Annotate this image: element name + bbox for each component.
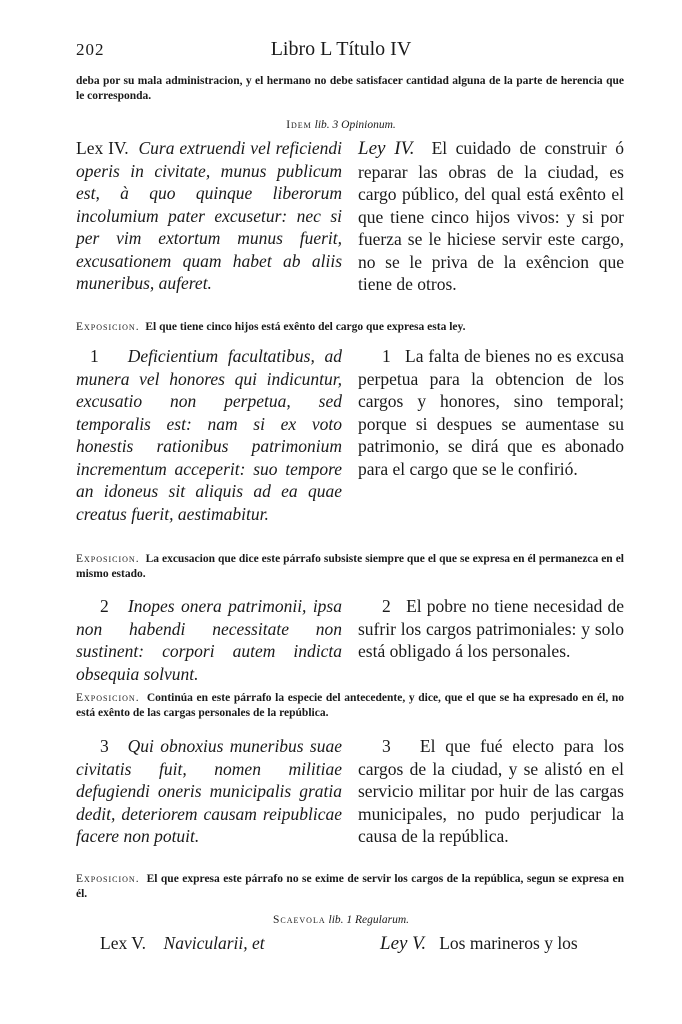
latin-paragraph-2 — [76, 595, 342, 685]
latin-lead: Lex V. — [100, 933, 147, 953]
spanish-text: El pobre no tiene necesidad de sufrir los cargos patrimoniales: y solo está obligado á los personales. — [358, 596, 624, 661]
page-title: Libro L Título IV — [270, 38, 412, 60]
spanish-lead: Ley IV. — [358, 138, 415, 159]
spanish-lead: Ley V. — [380, 933, 427, 954]
latin-column-lex-5 — [100, 932, 342, 955]
latin-text: Deficientium facultatibus, ad munera vel honores qui indicuntur, excusatio non perpetua, sed temporalis est: nam si ex voto honestis rationibus patrimonium incrementum acceperit: suo tempore an idoneus sit aliquis ad ea quae creatus fuerit, aestimabitur. — [76, 346, 343, 524]
latin-paragraph-1 — [76, 345, 342, 525]
source-ref: lib. 3 Opinionum. — [314, 119, 396, 131]
latin-text: Qui obnoxius muneribus suae civitatis fuit, nomen militiae defugiendi oneris municipalis gratia dedit, deteriorem causam reipublicae facere non potuit. — [76, 736, 342, 846]
paragraph-number: 3 — [382, 736, 391, 756]
exposicion-note — [76, 552, 624, 582]
latin-text: Navicularii, et — [163, 933, 265, 953]
intro-note: deba por su mala administracion, y el hermano no debe satisfacer cantidad alguna de la parte de herencia que le corresponda. — [76, 75, 624, 102]
spanish-text: Los marineros y los — [439, 933, 578, 953]
paragraph-number: 2 — [100, 596, 109, 616]
source-author: Idem — [286, 119, 312, 131]
paragraph-number: 3 — [100, 736, 109, 756]
source-author: Scaevola — [273, 914, 326, 926]
exposicion-note — [76, 872, 624, 902]
exposicion-label: Exposicion. — [76, 553, 140, 565]
source-ref: lib. 1 Regularum. — [328, 914, 409, 926]
latin-text: Cura extruendi vel reficiendi operis in civitate, munus publicum est, à quo quinque liberorum incolumium pater excusetur: nec si per vim extortum munus fuerit, excusationem quam habet ab aliis muneribus, auferet. — [76, 138, 343, 293]
latin-column-lex-4 — [76, 137, 342, 295]
spanish-paragraph-2 — [358, 595, 624, 663]
spanish-text: El que fué electo para los cargos de la ciudad, y se alistó en el servicio militar por huir de las cargas municipales, no pudo perjudicar la causa de la república. — [358, 736, 625, 846]
exposicion-text: El que tiene cinco hijos está exênto del cargo que expresa esta ley. — [145, 321, 466, 333]
paragraph-number: 1 — [382, 346, 391, 366]
spanish-text: El cuidado de construir ó reparar las obras de la ciudad, es cargo público, del qual está exênto el que tiene cinco hijos vivos: y si por fuerza se le hiciese servir este cargo, no se le priva de la exêncion que tiene de otros. — [358, 138, 624, 294]
spanish-column-ley-5 — [380, 932, 624, 956]
exposicion-note — [76, 320, 624, 335]
spanish-column-ley-4 — [358, 137, 624, 296]
exposicion-label: Exposicion. — [76, 321, 140, 333]
spanish-text: La falta de bienes no es excusa perpetua para la obtencion de los cargos y honores, sino temporal; porque si despues se aumentase su patrimonio, se dirá que es abonado para el cargo que se le confirió. — [358, 346, 624, 479]
paragraph-number: 1 — [90, 346, 99, 366]
latin-text: Inopes onera patrimonii, ipsa non habendi necessitate non sustinent: corpori autem indicta obsequia solvunt. — [76, 596, 342, 684]
latin-paragraph-3 — [76, 735, 342, 848]
exposicion-label: Exposicion. — [76, 873, 140, 885]
source-citation — [0, 914, 682, 926]
spanish-paragraph-3 — [358, 735, 624, 848]
exposicion-label: Exposicion. — [76, 692, 140, 704]
source-citation — [0, 119, 682, 131]
exposicion-text: Continúa en este párrafo la especie del antecedente, y dice, que el que se ha expresado en él, no está exênto de las cargas personales de la república. — [76, 692, 625, 719]
exposicion-note — [76, 691, 624, 721]
spanish-paragraph-1 — [358, 345, 624, 480]
latin-lead: Lex IV. — [76, 138, 129, 158]
paragraph-number: 2 — [382, 596, 391, 616]
exposicion-text: El que expresa este párrafo no se exime de servir los cargos de la república, segun se expresa en él. — [76, 873, 625, 900]
page-number: 202 — [76, 40, 105, 59]
exposicion-text: La excusacion que dice este párrafo subsiste siempre que el que se expresa en él permanezca en el mismo estado. — [76, 553, 624, 580]
